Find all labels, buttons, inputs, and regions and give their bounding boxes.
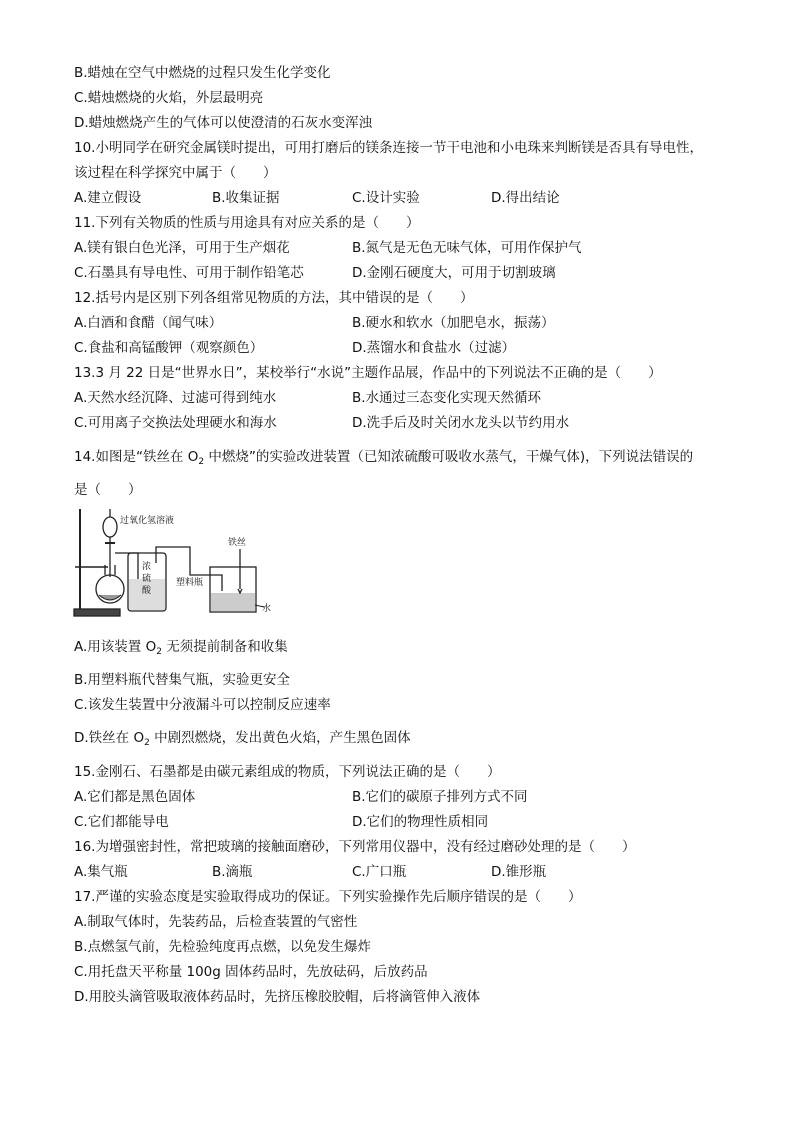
q16-option-d: D.锥形瓶 — [491, 864, 547, 880]
q9-option-c: C.蜡烛燃烧的火焰，外层最明亮 — [74, 90, 264, 106]
q12-option-a: A.白酒和食醋（闻气味） — [74, 315, 223, 331]
q13-stem: 13.3 月 22 日是“世界水日”，某校举行“水说”主题作品展，作品中的下列说法不正确的是（ ） — [74, 365, 662, 381]
label-acid-3: 酸 — [142, 586, 152, 596]
q15-option-d: D.它们的物理性质相同 — [352, 814, 489, 830]
q9-option-b: B.蜡烛在空气中燃烧的过程只发生化学变化 — [74, 65, 331, 81]
q14-option-a-post: 无须提前制备和收集 — [161, 639, 288, 655]
q14-option-d-sub: 2 — [144, 738, 150, 748]
q16-stem: 16.为增强密封性，常把玻璃的接触面磨砂，下列常用仪器中，没有经过磨砂处理的是（ ） — [74, 839, 636, 855]
q11-stem: 11.下列有关物质的性质与用途具有对应关系的是（ ） — [74, 215, 420, 231]
q16-option-a: A.集气瓶 — [74, 864, 128, 880]
q14-option-a-pre: A.用该装置 O — [74, 639, 157, 655]
label-acid-2: 硫 — [142, 574, 152, 584]
separatory-funnel — [103, 517, 117, 537]
q15-option-c: C.它们都能导电 — [74, 814, 169, 830]
q14-option-b: B.用塑料瓶代替集气瓶，实验更安全 — [74, 672, 291, 688]
q10-option-c: C.设计实验 — [352, 190, 420, 206]
q14-option-a-sub: 2 — [156, 647, 162, 657]
q16-option-b: B.滴瓶 — [212, 864, 253, 880]
q13-option-a: A.天然水经沉降、过滤可得到纯水 — [74, 390, 277, 406]
stand-base — [74, 609, 120, 616]
q15-stem: 15.金刚石、石墨都是由碳元素组成的物质，下列说法正确的是（ ） — [74, 764, 501, 780]
q14-option-d-pre: D.铁丝在 O — [74, 730, 145, 746]
q14-stem-post: 中燃烧”的实验改进装置（已知浓硫酸可吸收水蒸气，干燥气体)，下列说法错误的 — [204, 449, 694, 465]
q10-option-a: A.建立假设 — [74, 190, 142, 206]
oxygen-combustion-apparatus — [72, 505, 272, 621]
q17-option-d: D.用胶头滴管吸取液体药品时，先挤压橡胶胶帽，后将滴管伸入液体 — [74, 989, 481, 1005]
q14-option-c: C.该发生装置中分液漏斗可以控制反应速率 — [74, 697, 331, 713]
q10-option-b: B.收集证据 — [212, 190, 280, 206]
q14-option-d — [74, 729, 411, 747]
label-acid-1: 浓 — [142, 562, 152, 572]
q10-stem-line1: 10.小明同学在研究金属镁时提出，可用打磨后的镁条连接一节干电池和小电珠来判断镁是否具有导电性， — [74, 140, 703, 156]
q11-option-a: A.镁有银白色光泽，可用于生产烟花 — [74, 240, 290, 256]
q11-option-b: B.氮气是无色无味气体，可用作保护气 — [352, 240, 582, 256]
label-plastic-bottle: 塑料瓶 — [176, 578, 204, 588]
q14-stem — [74, 448, 693, 466]
q17-option-c: C.用托盘天平称量 100g 固体药品时，先放砝码，后放药品 — [74, 964, 428, 980]
q11-option-c: C.石墨具有导电性、可用于制作铅笔芯 — [74, 265, 304, 281]
q17-option-a: A.制取气体时，先装药品，后检查装置的气密性 — [74, 914, 358, 930]
q15-option-a: A.它们都是黑色固体 — [74, 789, 196, 805]
q14-stem-pre: 14.如图是“铁丝在 O — [74, 449, 199, 465]
q12-option-b: B.硬水和软水（加肥皂水，振荡） — [352, 315, 555, 331]
q13-option-b: B.水通过三态变化实现天然循环 — [352, 390, 542, 406]
q14-stem-line2: 是（ ） — [74, 482, 142, 498]
q17-stem: 17.严谨的实验态度是实验取得成功的保证。下列实验操作先后顺序错误的是（ ） — [74, 889, 582, 905]
q14-stem-sub: 2 — [198, 457, 205, 467]
q14-option-a — [74, 638, 288, 656]
q16-option-c: C.广口瓶 — [352, 864, 407, 880]
q11-option-d: D.金刚石硬度大，可用于切割玻璃 — [352, 265, 556, 281]
label-hydrogen-peroxide: 过氧化氢溶液 — [120, 516, 175, 526]
q17-option-b: B.点燃氢气前，先检验纯度再点燃，以免发生爆炸 — [74, 939, 372, 955]
label-iron-wire: 铁丝 — [228, 538, 247, 548]
q9-option-d: D.蜡烛燃烧产生的气体可以使澄清的石灰水变浑浊 — [74, 115, 373, 131]
q10-stem-line2: 该过程在科学探究中属于（ ） — [74, 165, 277, 181]
q10-option-d: D.得出结论 — [491, 190, 560, 206]
q12-option-c: C.食盐和高锰酸钾（观察颜色） — [74, 340, 264, 356]
label-water: 水 — [262, 604, 272, 614]
q13-option-d: D.洗手后及时关闭水龙头以节约用水 — [352, 415, 570, 431]
q15-option-b: B.它们的碳原子排列方式不同 — [352, 789, 528, 805]
q12-option-d: D.蒸馏水和食盐水（过滤） — [352, 340, 516, 356]
q14-option-d-post: 中剧烈燃烧，发出黄色火焰，产生黑色固体 — [149, 730, 411, 746]
q12-stem: 12.括号内是区别下列各组常见物质的方法，其中错误的是（ ） — [74, 290, 474, 306]
q13-option-c: C.可用离子交换法处理硬水和海水 — [74, 415, 277, 431]
